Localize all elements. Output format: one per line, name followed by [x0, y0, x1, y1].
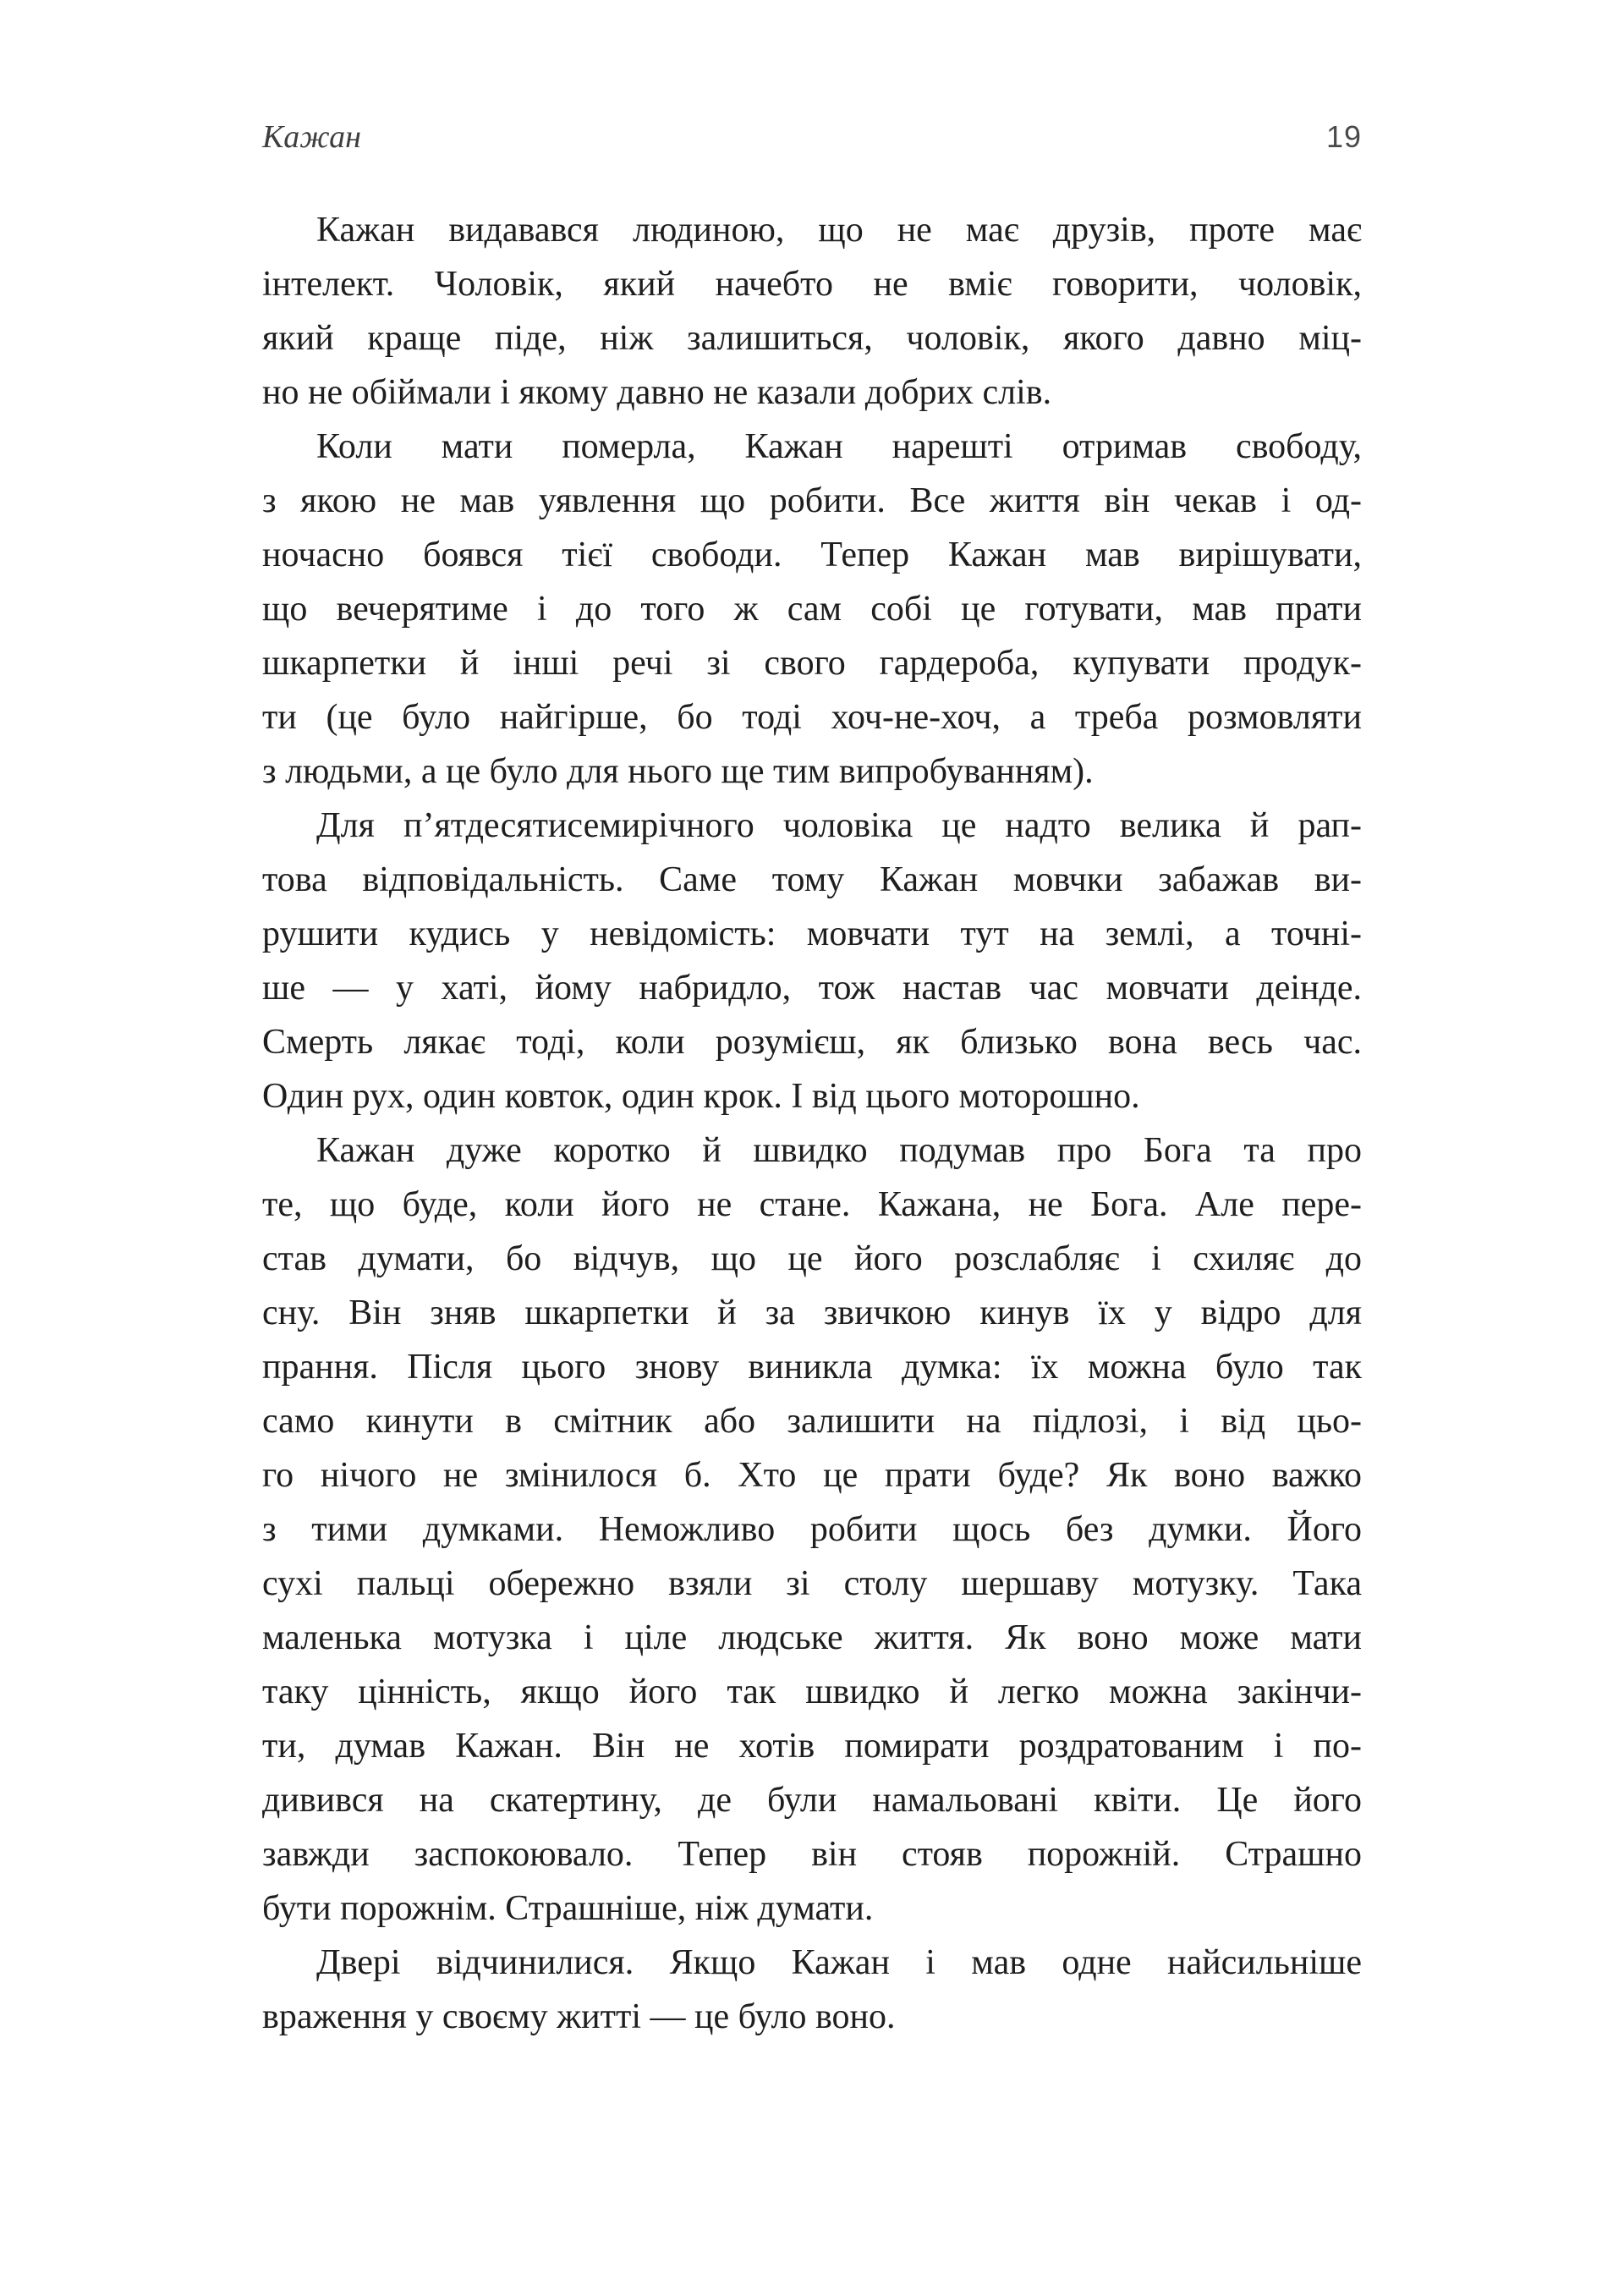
paragraph-1 — [262, 203, 1362, 420]
text-line: Кажан видавався людиною, що не має друзів, проте має — [316, 211, 1362, 250]
text-line: сну. Він зняв шкарпетки й за звичкою кинув їх у відро для — [262, 1294, 1362, 1332]
text-line: ше — у хаті, йому набридло, тож настав час мовчати деінде. — [262, 969, 1362, 1008]
running-title: Кажан — [262, 119, 361, 155]
text-line: маленька мотузка і ціле людське життя. Як воно може мати — [262, 1618, 1362, 1657]
text-line: ночасно боявся тієї свободи. Тепер Кажан мав вирішувати, — [262, 536, 1362, 574]
paragraph-4 — [262, 1123, 1362, 1936]
text-line: само кинути в смітник або залишити на підлозі, і від цьо- — [262, 1402, 1362, 1441]
text-line: прання. Після цього знову виникла думка: їх можна було так — [262, 1348, 1362, 1387]
text-line: Один рух, один ковток, один крок. І від цього моторошно. — [262, 1077, 1140, 1116]
text-line: з якою не мав уявлення що робити. Все життя він чекав і од- — [262, 481, 1362, 520]
text-line: з тими думками. Неможливо робити щось без думки. Його — [262, 1510, 1362, 1549]
text-line: рушити кудись у невідомість: мовчати тут на землі, а точні- — [262, 915, 1362, 953]
text-line: враження у своєму житті — це було воно. — [262, 1997, 896, 2036]
text-line: шкарпетки й інші речі зі свого гардероба, купувати продук- — [262, 644, 1362, 683]
text-line: інтелект. Чоловік, який начебто не вміє говорити, чоловік, — [262, 265, 1362, 304]
paragraph-2 — [262, 420, 1362, 799]
text-line: сухі пальці обережно взяли зі столу шершаву мотузку. Така — [262, 1564, 1362, 1603]
text-line: но не обіймали і якому давно не казали добрих слів. — [262, 373, 1052, 412]
text-line: Для п’ятдесятисемирічного чоловіка це надто велика й рап- — [316, 806, 1362, 845]
text-line: това відповідальність. Саме тому Кажан мовчки забажав ви- — [262, 860, 1362, 899]
text-line: таку цінність, якщо його так швидко й легко можна закінчи- — [262, 1673, 1362, 1711]
text-line: який краще піде, ніж залишиться, чоловік, якого давно міц- — [262, 319, 1362, 358]
text-line: з людьми, а це було для нього ще тим випробуванням). — [262, 752, 1094, 791]
page-content — [262, 118, 1362, 2044]
text-line: Коли мати померла, Кажан нарешті отримав свободу, — [316, 427, 1362, 466]
page-number: 19 — [1325, 119, 1362, 154]
paragraph-5 — [262, 1936, 1362, 2044]
text-line: що вечерятиме і до того ж сам собі це готувати, мав прати — [262, 590, 1362, 629]
text-line: Кажан дуже коротко й швидко подумав про Бога та про — [316, 1131, 1362, 1170]
text-line: ти (це було найгірше, бо тоді хоч-не-хоч, а треба розмовляти — [262, 698, 1362, 737]
text-line: Двері відчинилися. Якщо Кажан і мав одне найсильніше — [316, 1943, 1362, 1982]
text-line: став думати, бо відчув, що це його розслабляє і схиляє до — [262, 1239, 1362, 1278]
text-line: го нічого не змінилося б. Хто це прати буде? Як воно важко — [262, 1456, 1362, 1495]
running-header — [262, 118, 1362, 156]
page-body — [262, 203, 1362, 2044]
text-line: бути порожнім. Страшніше, ніж думати. — [262, 1889, 874, 1928]
text-line: завжди заспокоювало. Тепер він стояв порожній. Страшно — [262, 1835, 1362, 1874]
text-line: дивився на скатертину, де були намальовані квіти. Це його — [262, 1781, 1362, 1820]
text-line: те, що буде, коли його не стане. Кажана, не Бога. Але пере- — [262, 1185, 1362, 1224]
text-line: ти, думав Кажан. Він не хотів помирати роздратованим і по- — [262, 1727, 1362, 1766]
text-line: Смерть лякає тоді, коли розумієш, як близько вона весь час. — [262, 1023, 1362, 1062]
paragraph-3 — [262, 799, 1362, 1123]
